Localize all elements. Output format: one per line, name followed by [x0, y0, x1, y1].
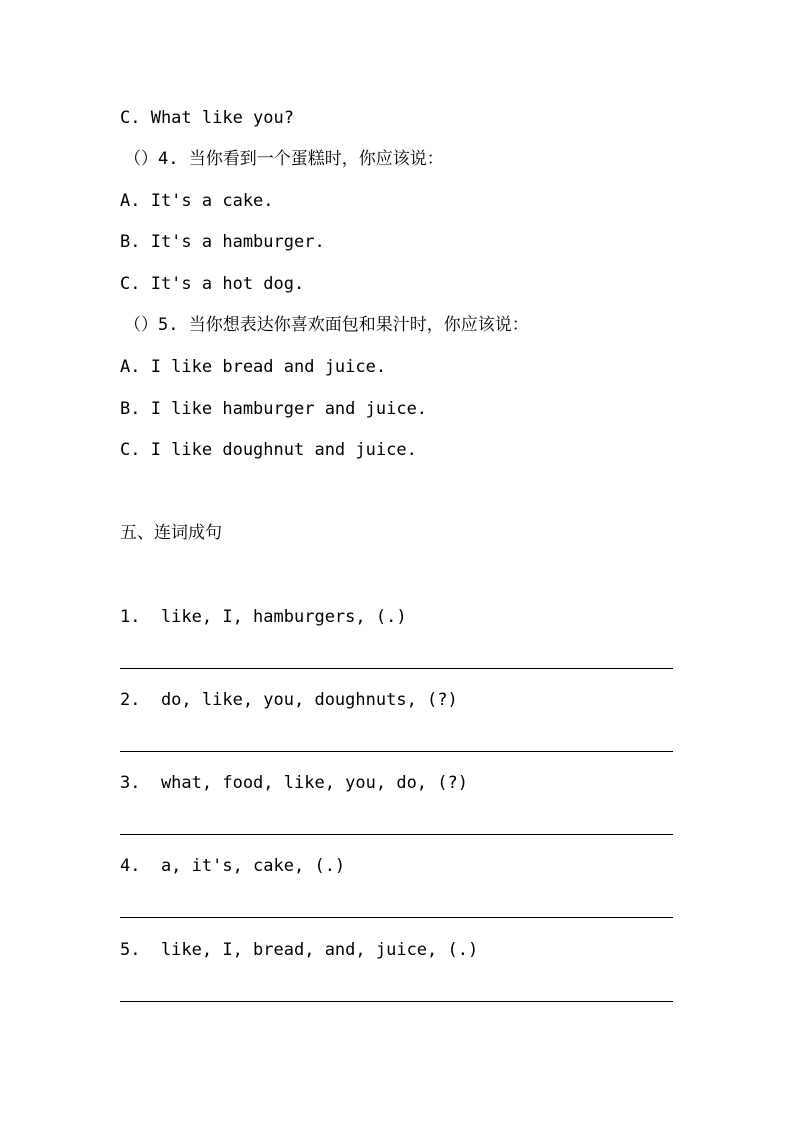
q4-stem: （）4. 当你看到一个蛋糕时，你应该说： — [124, 149, 444, 169]
sentence-item-4: 4. a, it's, cake, (.) — [120, 856, 346, 876]
answer-line-4 — [120, 917, 673, 918]
q5-stem: （）5. 当你想表达你喜欢面包和果汁时，你应该说： — [124, 315, 529, 335]
q4-option-c: C. It's a hot dog. — [120, 274, 305, 294]
answer-line-2 — [120, 751, 673, 752]
answer-line-5 — [120, 1001, 673, 1002]
sentence-item-5: 5. like, I, bread, and, juice, (.) — [120, 940, 479, 960]
q3-option-c: C. What like you? — [120, 108, 294, 128]
q5-option-b: B. I like hamburger and juice. — [120, 399, 428, 419]
answer-line-1 — [120, 668, 673, 669]
section-five-title: 五、连词成句 — [120, 523, 222, 543]
sentence-item-3: 3. what, food, like, you, do, (?) — [120, 773, 468, 793]
q5-option-a: A. I like bread and juice. — [120, 357, 387, 377]
q5-option-c: C. I like doughnut and juice. — [120, 440, 417, 460]
answer-line-3 — [120, 834, 673, 835]
sentence-item-2: 2. do, like, you, doughnuts, (?) — [120, 690, 458, 710]
q4-option-a: A. It's a cake. — [120, 191, 274, 211]
q4-option-b: B. It's a hamburger. — [120, 232, 325, 252]
sentence-item-1: 1. like, I, hamburgers, (.) — [120, 607, 407, 627]
